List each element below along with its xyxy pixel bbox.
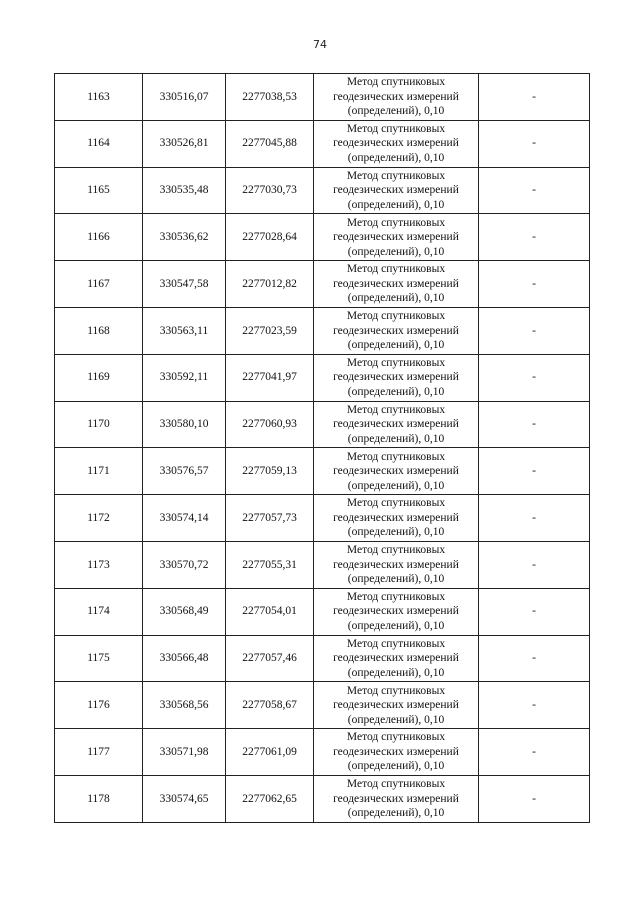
table-row — [55, 214, 590, 261]
y-coordinate-cell: 2277045,88 — [226, 120, 314, 167]
method-line: (определений), 0,10 — [347, 432, 445, 445]
point-number-cell: 1171 — [55, 448, 143, 495]
method-line: Метод спутниковых — [346, 403, 446, 416]
x-coordinate-cell: 330571,98 — [143, 729, 226, 776]
y-coordinate-cell: 2277055,31 — [226, 541, 314, 588]
method-line: Метод спутниковых — [346, 169, 446, 182]
method-line: (определений), 0,10 — [347, 339, 445, 352]
method-line: (определений), 0,10 — [347, 760, 445, 773]
coordinates-table — [54, 73, 590, 823]
method-line: геодезических измерений — [333, 792, 459, 805]
note-cell: - — [479, 354, 590, 401]
method-line: Метод спутниковых — [346, 310, 446, 323]
method-cell — [314, 401, 479, 448]
point-number-cell: 1166 — [55, 214, 143, 261]
method-cell — [314, 682, 479, 729]
method-line: геодезических измерений — [333, 465, 459, 478]
method-line: (определений), 0,10 — [347, 245, 445, 258]
table-row — [55, 261, 590, 308]
table-row — [55, 541, 590, 588]
method-line: геодезических измерений — [333, 371, 459, 384]
method-line: Метод спутниковых — [346, 497, 446, 510]
note-cell: - — [479, 541, 590, 588]
method-line: (определений), 0,10 — [347, 292, 445, 305]
method-line: (определений), 0,10 — [347, 198, 445, 211]
x-coordinate-cell: 330568,56 — [143, 682, 226, 729]
method-line: геодезических измерений — [333, 605, 459, 618]
x-coordinate-cell: 330574,14 — [143, 495, 226, 542]
table-row — [55, 635, 590, 682]
y-coordinate-cell: 2277023,59 — [226, 307, 314, 354]
method-cell — [314, 541, 479, 588]
x-coordinate-cell: 330576,57 — [143, 448, 226, 495]
method-cell — [314, 588, 479, 635]
method-cell — [314, 495, 479, 542]
method-line: (определений), 0,10 — [347, 573, 445, 586]
method-cell — [314, 120, 479, 167]
method-line: Метод спутниковых — [346, 216, 446, 229]
table-row — [55, 307, 590, 354]
method-cell — [314, 635, 479, 682]
method-line: (определений), 0,10 — [347, 666, 445, 679]
point-number-cell: 1167 — [55, 261, 143, 308]
method-line: (определений), 0,10 — [347, 385, 445, 398]
method-line: геодезических измерений — [333, 277, 459, 290]
note-cell: - — [479, 307, 590, 354]
y-coordinate-cell: 2277030,73 — [226, 167, 314, 214]
method-line: геодезических измерений — [333, 90, 459, 103]
method-line: Метод спутниковых — [346, 778, 446, 791]
point-number-cell: 1165 — [55, 167, 143, 214]
method-cell — [314, 214, 479, 261]
table-row — [55, 120, 590, 167]
method-line: (определений), 0,10 — [347, 151, 445, 164]
note-cell: - — [479, 74, 590, 121]
y-coordinate-cell: 2277062,65 — [226, 775, 314, 822]
method-line: геодезических измерений — [333, 324, 459, 337]
note-cell: - — [479, 120, 590, 167]
y-coordinate-cell: 2277028,64 — [226, 214, 314, 261]
note-cell: - — [479, 775, 590, 822]
table-row — [55, 74, 590, 121]
method-cell — [314, 354, 479, 401]
point-number-cell: 1163 — [55, 74, 143, 121]
y-coordinate-cell: 2277054,01 — [226, 588, 314, 635]
point-number-cell: 1172 — [55, 495, 143, 542]
y-coordinate-cell: 2277057,46 — [226, 635, 314, 682]
note-cell: - — [479, 729, 590, 776]
point-number-cell: 1170 — [55, 401, 143, 448]
method-cell — [314, 74, 479, 121]
note-cell: - — [479, 167, 590, 214]
method-line: (определений), 0,10 — [347, 807, 445, 820]
y-coordinate-cell: 2277057,73 — [226, 495, 314, 542]
x-coordinate-cell: 330592,11 — [143, 354, 226, 401]
table-row — [55, 682, 590, 729]
y-coordinate-cell: 2277038,53 — [226, 74, 314, 121]
table-row — [55, 775, 590, 822]
method-line: Метод спутниковых — [346, 731, 446, 744]
y-coordinate-cell: 2277061,09 — [226, 729, 314, 776]
method-line: Метод спутниковых — [346, 356, 446, 369]
point-number-cell: 1175 — [55, 635, 143, 682]
point-number-cell: 1169 — [55, 354, 143, 401]
table-row — [55, 354, 590, 401]
x-coordinate-cell: 330568,49 — [143, 588, 226, 635]
method-line: Метод спутниковых — [346, 637, 446, 650]
table-body — [55, 74, 590, 823]
note-cell: - — [479, 588, 590, 635]
method-cell — [314, 307, 479, 354]
x-coordinate-cell: 330563,11 — [143, 307, 226, 354]
method-cell — [314, 261, 479, 308]
x-coordinate-cell: 330566,48 — [143, 635, 226, 682]
y-coordinate-cell: 2277012,82 — [226, 261, 314, 308]
table-row — [55, 729, 590, 776]
note-cell: - — [479, 682, 590, 729]
point-number-cell: 1176 — [55, 682, 143, 729]
method-line: (определений), 0,10 — [347, 713, 445, 726]
method-line: Метод спутниковых — [346, 450, 446, 463]
table-row — [55, 495, 590, 542]
method-cell — [314, 729, 479, 776]
note-cell: - — [479, 214, 590, 261]
method-line: Метод спутниковых — [346, 76, 446, 89]
method-line: геодезических измерений — [333, 699, 459, 711]
y-coordinate-cell: 2277041,97 — [226, 354, 314, 401]
method-line: Метод спутниковых — [346, 684, 446, 697]
table-row — [55, 448, 590, 495]
x-coordinate-cell: 330574,65 — [143, 775, 226, 822]
method-line: геодезических измерений — [333, 511, 459, 524]
x-coordinate-cell: 330526,81 — [143, 120, 226, 167]
x-coordinate-cell: 330580,10 — [143, 401, 226, 448]
method-line: геодезических измерений — [333, 137, 459, 150]
method-line: геодезических измерений — [333, 418, 459, 431]
method-line: геодезических измерений — [333, 745, 459, 758]
note-cell: - — [479, 635, 590, 682]
method-cell — [314, 448, 479, 495]
method-line: (определений), 0,10 — [347, 105, 445, 118]
method-line: Метод спутниковых — [346, 590, 446, 603]
x-coordinate-cell: 330535,48 — [143, 167, 226, 214]
note-cell: - — [479, 261, 590, 308]
x-coordinate-cell: 330516,07 — [143, 74, 226, 121]
method-line: геодезических измерений — [333, 231, 459, 244]
method-line: геодезических измерений — [333, 184, 459, 197]
method-line: Метод спутниковых — [346, 544, 446, 557]
method-line: (определений), 0,10 — [347, 479, 445, 492]
table-row — [55, 167, 590, 214]
note-cell: - — [479, 495, 590, 542]
method-line: Метод спутниковых — [346, 122, 446, 135]
method-cell — [314, 167, 479, 214]
point-number-cell: 1178 — [55, 775, 143, 822]
point-number-cell: 1164 — [55, 120, 143, 167]
point-number-cell: 1177 — [55, 729, 143, 776]
x-coordinate-cell: 330547,58 — [143, 261, 226, 308]
method-line: геодезических измерений — [333, 558, 459, 571]
method-line: геодезических измерений — [333, 652, 459, 665]
point-number-cell: 1174 — [55, 588, 143, 635]
page-number: 74 — [313, 38, 327, 51]
method-cell — [314, 775, 479, 822]
x-coordinate-cell: 330570,72 — [143, 541, 226, 588]
x-coordinate-cell: 330536,62 — [143, 214, 226, 261]
table-row — [55, 588, 590, 635]
method-line: (определений), 0,10 — [347, 619, 445, 632]
y-coordinate-cell: 2277059,13 — [226, 448, 314, 495]
method-line: (определений), 0,10 — [347, 526, 445, 539]
note-cell: - — [479, 448, 590, 495]
y-coordinate-cell: 2277058,67 — [226, 682, 314, 729]
y-coordinate-cell: 2277060,93 — [226, 401, 314, 448]
point-number-cell: 1168 — [55, 307, 143, 354]
point-number-cell: 1173 — [55, 541, 143, 588]
table-row — [55, 401, 590, 448]
note-cell: - — [479, 401, 590, 448]
method-line: Метод спутниковых — [346, 263, 446, 276]
